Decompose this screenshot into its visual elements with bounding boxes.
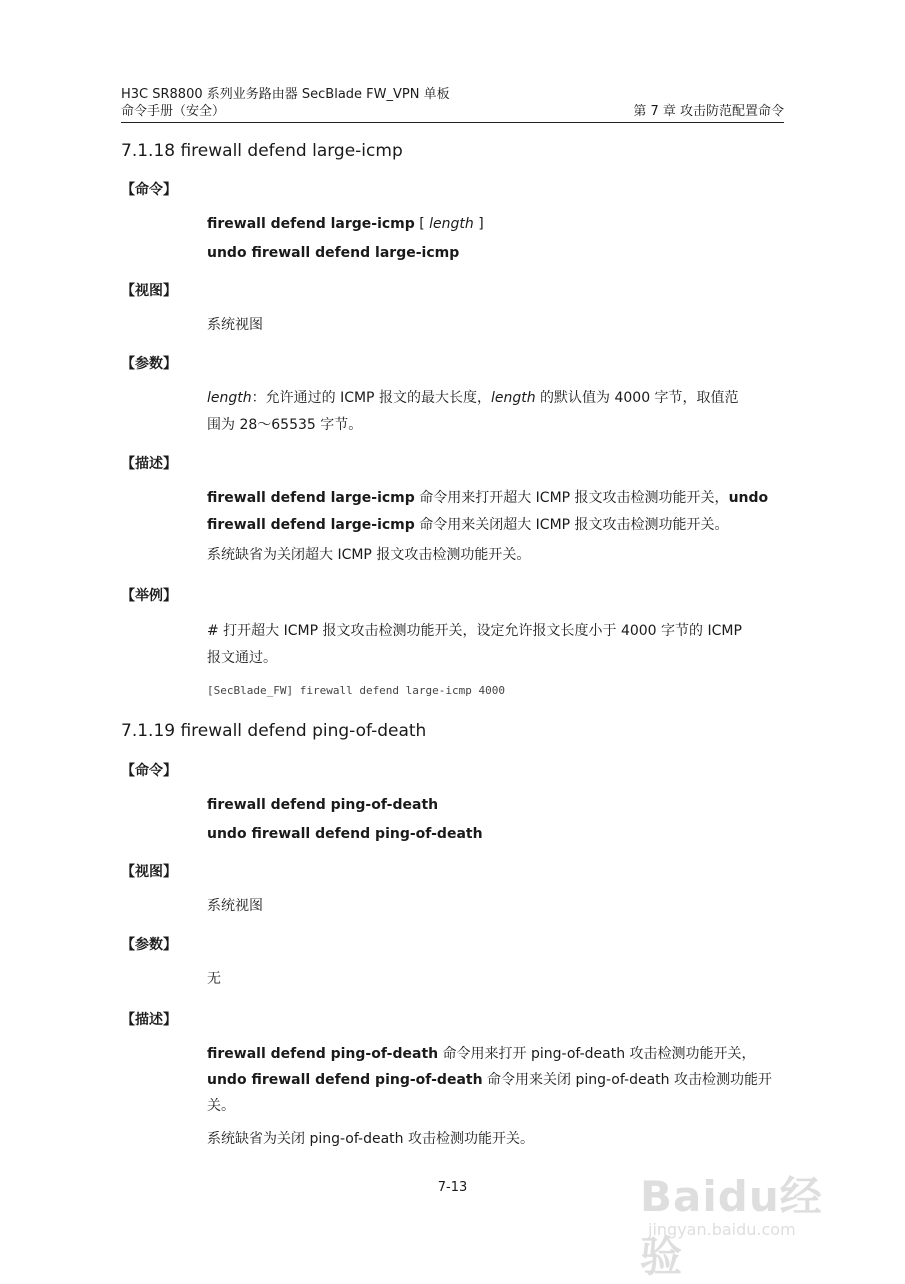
label-parameters: 【参数】 [121,356,177,372]
example-comment-line-1: # 打开超大 ICMP 报文攻击检测功能开关，设定允许报文长度小于 4000 字节的 ICMP [207,623,742,639]
example-code: [SecBlade_FW] firewall defend large-icmp 4000 [207,684,506,697]
description-line-1 [207,489,768,507]
description2-line-3: 关。 [207,1098,235,1114]
header-manual-name: 命令手册（安全） [121,104,226,119]
section-title-large-icmp: 7.1.18 firewall defend large-icmp [121,141,403,161]
watermark-logo-text: Baidu经验 [640,1172,823,1281]
command-syntax-2: firewall defend ping-of-death [207,797,439,813]
label-command-2: 【命令】 [121,763,177,779]
label-example: 【举例】 [121,588,177,604]
description-default: 系统缺省为关闭超大 ICMP 报文攻击检测功能开关。 [207,547,531,563]
label-command: 【命令】 [121,182,177,198]
param-name: length [207,390,252,406]
command-keyword: firewall defend large-icmp [207,216,415,232]
bracket-close: ] [473,216,484,232]
undo-command-syntax-2: undo firewall defend ping-of-death [207,826,483,842]
param-desc-a: ：允许通过的 ICMP 报文的最大长度， [251,390,491,406]
parameter-line-1 [207,389,739,407]
header-chapter: 第 7 章 攻击防范配置命令 [633,104,784,119]
parameter-none: 无 [207,971,221,987]
page-number: 7-13 [437,1180,468,1195]
label-parameters-2: 【参数】 [121,937,177,953]
description2-line-2 [207,1071,772,1089]
desc-text: 命令用来打开超大 ICMP 报文攻击检测功能开关， [414,490,729,506]
header-divider [121,122,784,123]
bracket-open: [ [414,216,430,232]
argument-length: length [429,216,474,232]
description2-line-1 [207,1045,756,1063]
view-text-2: 系统视图 [207,898,263,914]
desc2-undo-command: undo firewall defend ping-of-death [207,1072,483,1088]
header-title: H3C SR8800 系列业务路由器 SecBlade FW_VPN 单板 [121,87,450,102]
desc2-text-2: 命令用来关闭 ping-of-death 攻击检测功能开 [482,1072,772,1088]
desc-undo-keyword: undo [728,490,769,506]
param-name-ref: length [490,390,536,406]
example-comment-line-2: 报文通过。 [207,650,277,666]
label-view-2: 【视图】 [121,864,177,880]
command-syntax [207,215,484,233]
desc-command-2: firewall defend large-icmp [207,517,415,533]
desc-command: firewall defend large-icmp [207,490,415,506]
param-desc-b: 的默认值为 4000 字节，取值范 [535,390,739,406]
section-title-ping-of-death: 7.1.19 firewall defend ping-of-death [121,721,427,741]
watermark-url: jingyan.baidu.com [648,1220,796,1239]
label-view: 【视图】 [121,283,177,299]
parameter-line-2: 围为 28～65535 字节。 [207,417,363,433]
view-text: 系统视图 [207,317,263,333]
desc2-command: firewall defend ping-of-death [207,1046,439,1062]
desc-text-2: 命令用来关闭超大 ICMP 报文攻击检测功能开关。 [414,517,729,533]
description-line-2 [207,516,729,534]
label-description-2: 【描述】 [121,1012,177,1028]
baidu-watermark [640,1140,855,1281]
undo-command-syntax: undo firewall defend large-icmp [207,245,460,261]
desc2-text: 命令用来打开 ping-of-death 攻击检测功能开关， [438,1046,756,1062]
label-description: 【描述】 [121,456,177,472]
description2-default: 系统缺省为关闭 ping-of-death 攻击检测功能开关。 [207,1131,534,1147]
